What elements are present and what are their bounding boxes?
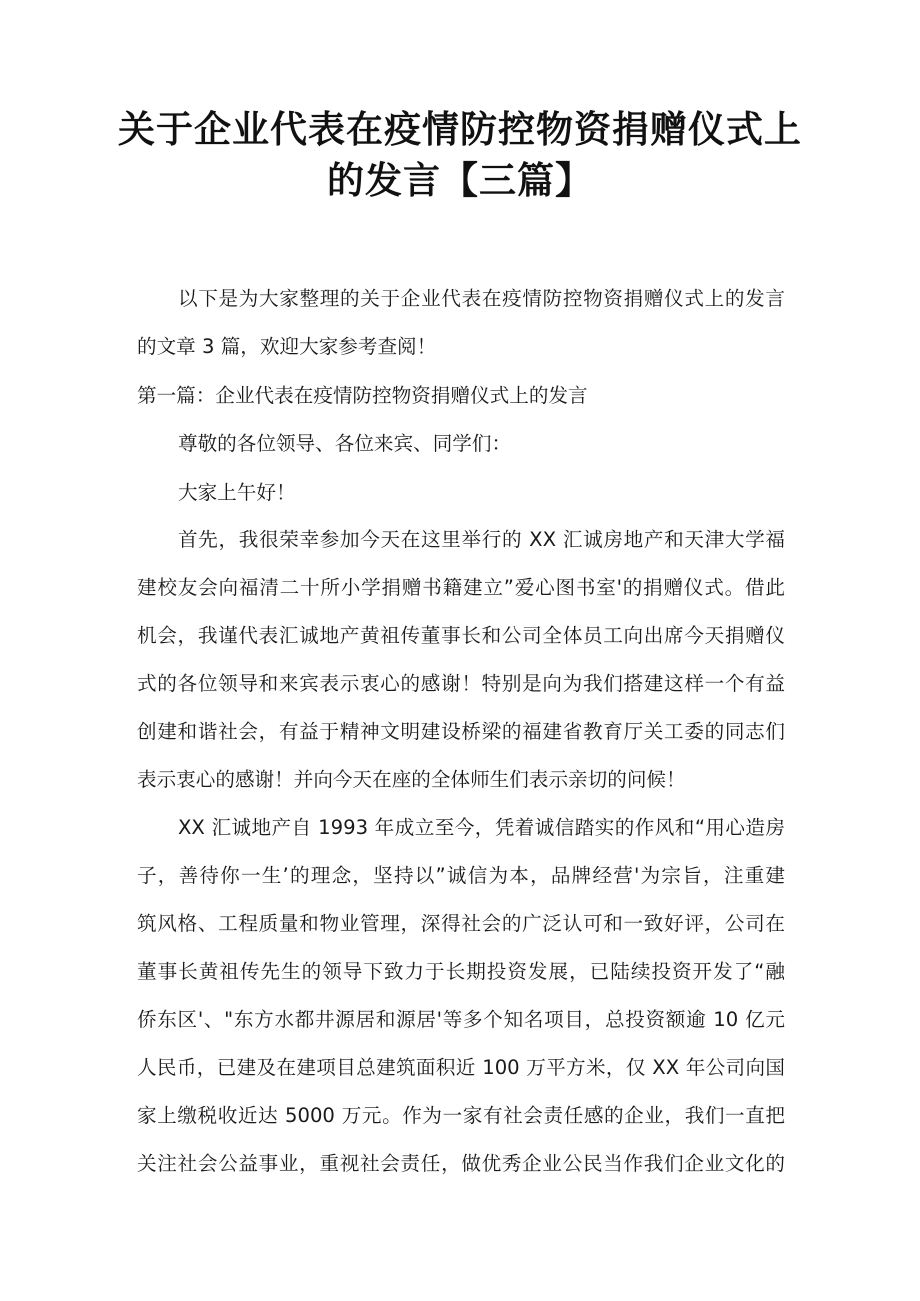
paragraph-1-line: 建校友会向福清二十所小学捐赠书籍建立”爱心图书室'的捐赠仪式。借此	[137, 576, 785, 599]
paragraph-1-line: 机会，我谨代表汇诚地产黄祖传董事长和公司全体员工向出席今天捐赠仪	[137, 624, 785, 647]
document-title-line-1: 关于企业代表在疫情防控物资捐赠仪式上	[118, 107, 802, 151]
paragraph-1-line: 式的各位领导和来宾表示衷心的感谢！特别是向为我们搭建这样一个有益	[137, 672, 785, 695]
paragraph-2-line: 家上缴税收近达 5000 万元。作为一家有社会责任感的企业，我们一直把	[137, 1104, 785, 1127]
salutation: 尊敬的各位领导、各位来宾、同学们：	[178, 432, 512, 455]
paragraph-1-line: 表示衷心的感谢！并向今天在座的全体师生们表示亲切的问候！	[137, 768, 686, 791]
intro-line-2: 的文章 3 篇，欢迎大家参考查阅！	[137, 335, 437, 358]
intro-line-1: 以下是为大家整理的关于企业代表在疫情防控物资捐赠仪式上的发言	[178, 287, 785, 310]
paragraph-2-line: 筑风格、工程质量和物业管理，深得社会的广泛认可和一致好评，公司在	[137, 912, 785, 935]
paragraph-2-line: 董事长黄祖传先生的领导下致力于长期投资发展，已陆续投资开发了“融	[137, 960, 785, 983]
paragraph-1-line: 创建和谐社会，有益于精神文明建设桥梁的福建省教育厅关工委的同志们	[137, 720, 785, 743]
paragraph-2-line: 人民币，已建及在建项目总建筑面积近 100 万平方米，仅 XX 年公司向国	[137, 1056, 785, 1079]
greeting: 大家上午好！	[178, 481, 296, 504]
paragraph-2-line: XX 汇诚地产自 1993 年成立至今，凭着诚信踏实的作风和“用心造房	[178, 816, 785, 839]
document-title-line-2: 的发言【三篇】	[327, 158, 593, 202]
paragraph-2-line: 子，善待你一生’的理念，坚持以”诚信为本，品牌经营'为宗旨，注重建	[137, 864, 785, 887]
paragraph-2-line: 侨东区'、"东方水都井源居和源居'等多个知名项目，总投资额逾 10 亿元	[137, 1008, 785, 1031]
section-heading: 第一篇：企业代表在疫情防控物资捐赠仪式上的发言	[137, 384, 588, 407]
paragraph-2-line: 关注社会公益事业，重视社会责任，做优秀企业公民当作我们企业文化的	[137, 1152, 785, 1175]
paragraph-1-line: 首先，我很荣幸参加今天在这里举行的 XX 汇诚房地产和天津大学福	[178, 528, 785, 551]
